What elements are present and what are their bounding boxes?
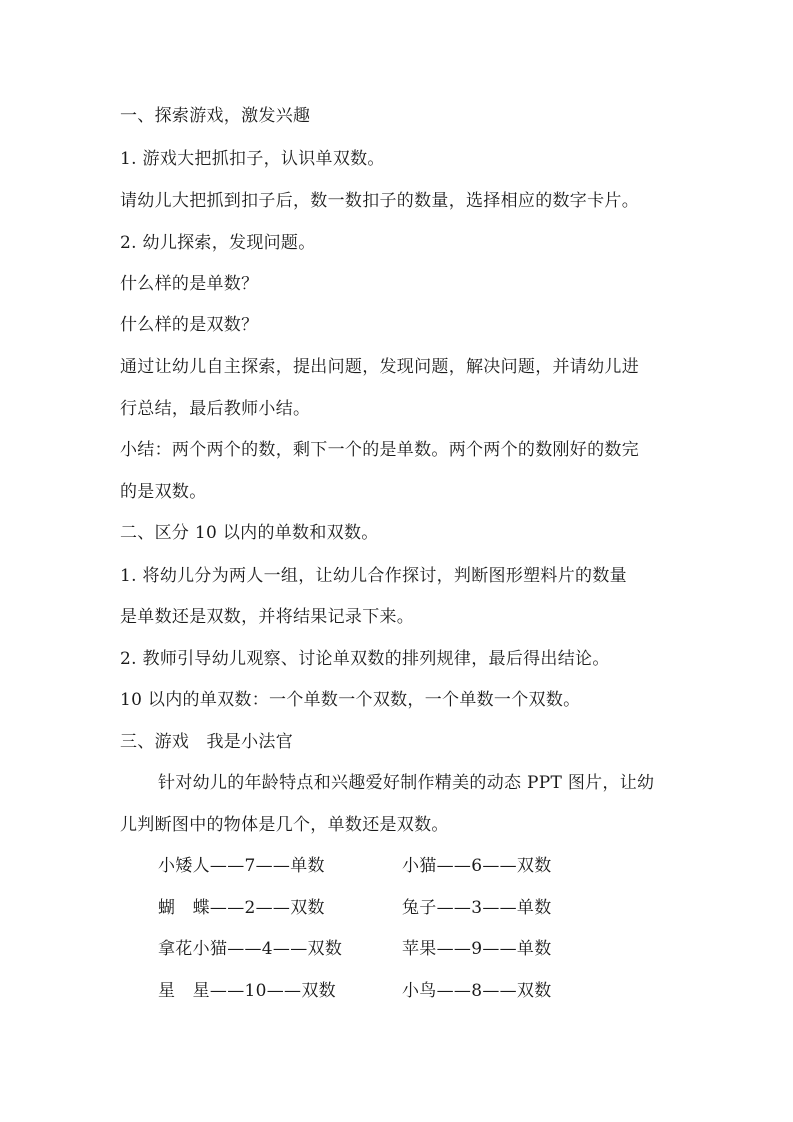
game-item-left: 拿花小猫——4——双数 (158, 939, 343, 959)
question-even: 什么样的是双数？ (120, 315, 259, 335)
item-2-1-line2: 是单数还是双数，并将结果记录下来。 (120, 607, 415, 627)
item-2-1-line1: 1. 将幼儿分为两人一组，让幼儿合作探讨，判断图形塑料片的数量 (120, 566, 627, 586)
game-description-line1: 针对幼儿的年龄特点和兴趣爱好制作精美的动态 PPT 图片，让幼 (158, 773, 655, 793)
game-description-line2: 儿判断图中的物体是几个，单数还是双数。 (120, 815, 449, 835)
item-1-1: 1. 游戏大把抓扣子，认识单双数。 (120, 149, 385, 169)
summary-line2: 的是双数。 (120, 482, 207, 502)
game-item-right: 小鸟——8——双数 (402, 981, 552, 1001)
item-1-2: 2. 幼儿探索，发现问题。 (120, 233, 316, 253)
game-item-left: 蝴 蝶——2——双数 (158, 898, 325, 918)
conclusion: 10 以内的单双数：一个单数一个双数，一个单数一个双数。 (120, 690, 581, 710)
game-item-left: 小矮人——7——单数 (158, 856, 325, 876)
section3-title: 三、游戏 我是小法官 (120, 732, 293, 752)
explore-paragraph-line2: 行总结，最后教师小结。 (120, 399, 311, 419)
section2-title: 二、区分 10 以内的单数和双数。 (120, 523, 379, 543)
explore-paragraph-line1: 通过让幼儿自主探索，提出问题，发现问题，解决问题，并请幼儿进 (120, 357, 639, 377)
game-item-right: 兔子——3——单数 (402, 898, 552, 918)
item-2-2: 2. 教师引导幼儿观察、讨论单双数的排列规律，最后得出结论。 (120, 649, 610, 669)
game-item-left: 星 星——10——双数 (158, 981, 336, 1001)
section1-title: 一、探索游戏，激发兴趣 (120, 106, 311, 126)
question-odd: 什么样的是单数？ (120, 274, 259, 294)
summary-line1: 小结：两个两个的数，剩下一个的是单数。两个两个的数刚好的数完 (120, 440, 639, 460)
item-1-1-description: 请幼儿大把抓到扣子后，数一数扣子的数量，选择相应的数字卡片。 (120, 191, 639, 211)
game-item-right: 小猫——6——双数 (402, 856, 552, 876)
game-item-right: 苹果——9——单数 (402, 939, 552, 959)
